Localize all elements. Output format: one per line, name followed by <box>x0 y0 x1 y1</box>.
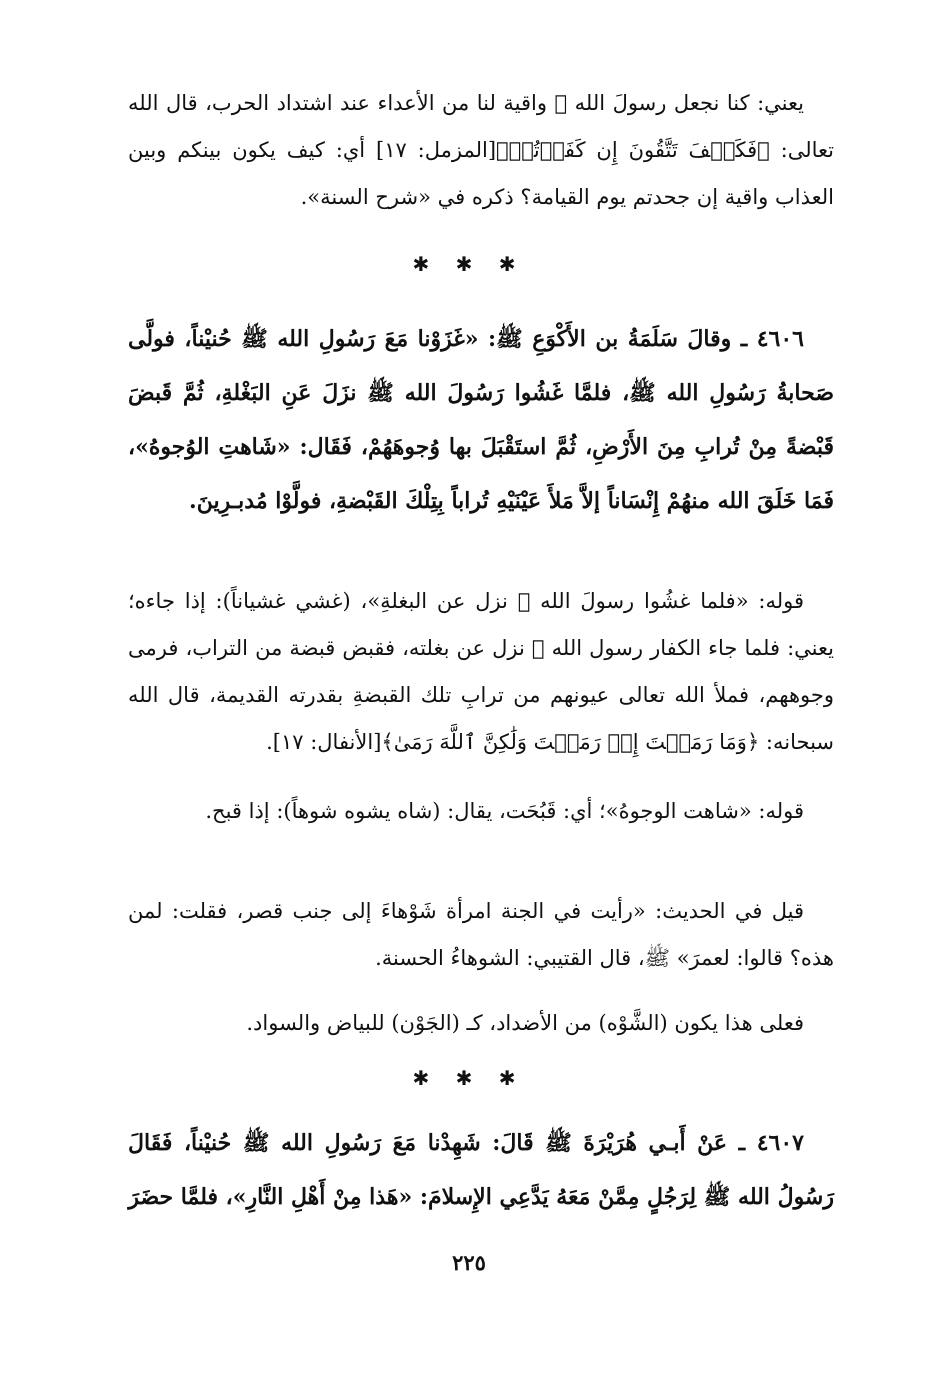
hadith-4606-text: ٤٦٠٦ ـ وقالَ سَلَمَةُ بن الأَكْوَعِ ﷺ: «غَزَوْنا مَعَ رَسُولِ الله ﷺ حُنيْناً، فولَّى صَحابةُ رَسُولِ الله ﷺ، فلمَّا غَشُوا رَسُولَ الله ﷺ نزَلَ عَنِ البَغْلةِ، ثُمَّ قَبضَ قَبْضةً مِنْ تُرابِ مِنَ الأَرْضِ، ثُمَّ استَقْبَلَ بها وُجوهَهُمْ، فَقَال: «شَاهتِ الوُجوهُ»، فَمَا خَلَقَ الله منهُمْ إِنْسَاناً إلاَّ مَلأَ عَيْنَيْهِ تُراباً بِتِلْكَ القَبْضةِ، فولَّوْا مُدبـرِينَ. <box>128 326 834 514</box>
paragraph-commentary-5-text: فعلى هذا يكون (الشَّوْه) من الأضداد، كـ (الجَوْن) للبياض والسواد. <box>246 1011 804 1035</box>
paragraph-commentary-4-text: قيل في الحديث: «رأيت في الجنة امرأة شَوْهاءَ إلى جنب قصر، فقلت: لمن هذه؟ قالوا: لعمرَ» ﷺ، قال القتيبي: الشوهاءُ الحسنة. <box>128 899 834 970</box>
paragraph-commentary-5 <box>128 1000 834 1047</box>
paragraph-commentary-3-text: قوله: «شاهت الوجوهُ»؛ أي: قَبُحَت، يقال: (شاه يشوه شوهاً): إذا قبح. <box>205 799 804 823</box>
section-separator-1: ✱ ✱ ✱ <box>412 252 526 276</box>
paragraph-commentary-2 <box>128 578 834 766</box>
paragraph-commentary-1-text: يعني: كنا نجعل رسولَ الله ﷺ واقية لنا من الأعداء عند اشتداد الحرب، قال الله تعالى: ﴿فَكَيۡفَ تَتَّقُونَ إِن كَفَرۡتُمۡ﴾[المزمل: ١٧] أي: كيف يكون بينكم وبين العذاب واقية إن جحدتم يوم القيامة؟ ذكره في «شرح السنة». <box>128 91 834 209</box>
paragraph-commentary-3 <box>128 788 834 835</box>
paragraph-commentary-1 <box>128 80 834 221</box>
hadith-4607-text: ٤٦٠٧ ـ عَنْ أَبـي هُرَيْرَةَ ﷺ قَالَ: شَهِدْنا مَعَ رَسُولِ الله ﷺ حُنيْناً، فَقَالَ رَسُولُ الله ﷺ لِرَجُلٍ مِمَّنْ مَعَهُ يَدَّعِي الإِسلامَ: «هَذا مِنْ أَهْلِ النَّارِ»، فلمَّا حضَرَ <box>128 1130 834 1210</box>
hadith-4606 <box>128 312 834 528</box>
section-separator-2: ✱ ✱ ✱ <box>412 1066 526 1090</box>
paragraph-commentary-4 <box>128 888 834 982</box>
page-number: ٢٢٥ <box>452 1250 486 1275</box>
paragraph-commentary-2-text: قوله: «فلما غشُوا رسولَ الله ﷺ نزل عن البغلةِ»، (غشي غشياناً): إذا جاءه؛ يعني: فلما جاء الكفار رسول الله ﷺ نزل عن بغلته، فقبض قبضة من التراب، فرمى وجوههم، فملأ الله تعالى عيونهم من ترابِ تلك القبضةِ بقدرته القديمة، قال الله سبحانه: ﴿وَمَا رَمَيۡتَ إِذۡ رَمَيۡتَ وَلَٰكِنَّ ٱللَّهَ رَمَىٰ﴾[الأنفال: ١٧]. <box>128 589 834 754</box>
hadith-4607 <box>128 1116 834 1224</box>
